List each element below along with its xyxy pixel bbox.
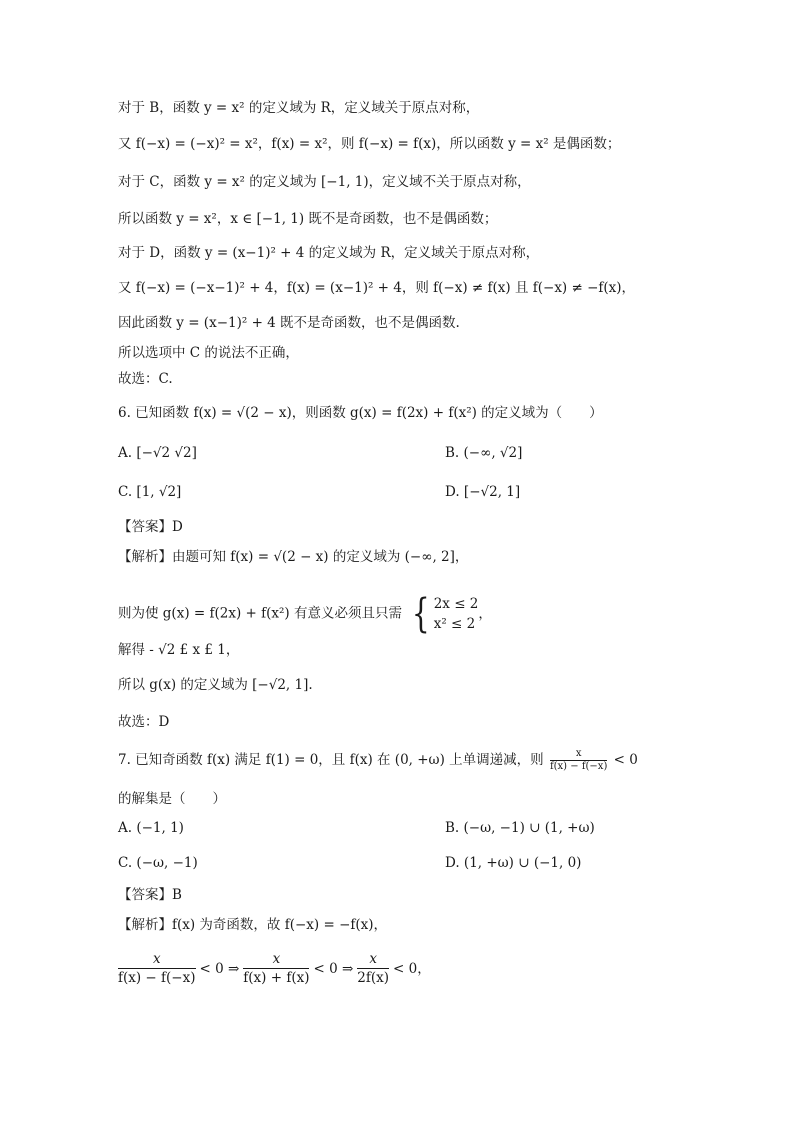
condition-text: 则为使 g(x) = f(2x) + f(x²) 有意义必须且只需 (118, 605, 402, 622)
question-7-stem (118, 748, 638, 773)
left-brace: { (412, 591, 430, 637)
q6-analysis-condition (118, 591, 492, 637)
fraction (118, 950, 196, 987)
q6-final: 故选：D (118, 714, 170, 730)
q7-stem-end: < 0 (613, 752, 638, 768)
text-line: 因此函数 y = (x−1)² + 4 既不是奇函数，也不是偶函数. (118, 315, 460, 331)
q6-domain: 所以 g(x) 的定义域为 [−√2, 1]. (118, 677, 313, 693)
q6-option-a: A. [−√2 √2] (118, 445, 197, 461)
q6-solve: 解得 - √2 £ x £ 1， (118, 642, 240, 658)
q7-stem-continued: 的解集是（ ） (118, 791, 226, 807)
question-6-stem: 6. 已知函数 f(x) = √(2 − x)，则函数 g(x) = f(2x) + f(x²) 的定义域为（ ） (118, 405, 603, 421)
q7-answer: 【答案】B (118, 887, 182, 903)
q6-option-c: C. [1, √2] (118, 484, 182, 500)
chain-operator: < 0， (393, 960, 431, 977)
fraction-numerator: x (369, 951, 377, 967)
inequality-2: x² ≤ 2 (433, 616, 476, 632)
q6-option-d: D. [−√2, 1] (445, 484, 521, 500)
text-line: 所以选项中 C 的说法不正确， (118, 345, 299, 361)
text-line: 对于 B，函数 y = x² 的定义域为 R，定义域关于原点对称， (118, 100, 480, 116)
q7-stem-text: 7. 已知奇函数 f(x) 满足 f(1) = 0，且 f(x) 在 (0, +ω) 上单调递减，则 (118, 752, 544, 768)
text-line: 又 f(−x) = (−x)² = x²，f(x) = x²，则 f(−x) = f(x)，所以函数 y = x² 是偶函数； (118, 136, 621, 152)
fraction (550, 748, 607, 773)
fraction-denominator: 2f(x) (357, 970, 390, 986)
q7-option-b: B. (−ω, −1) ∪ (1, +ω) (445, 820, 595, 836)
fraction-denominator: f(x) − f(−x) (118, 970, 196, 986)
text-line: 对于 D，函数 y = (x−1)² + 4 的定义域为 R，定义域关于原点对称， (118, 245, 540, 261)
q7-analysis: 【解析】f(x) 为奇函数，故 f(−x) = −f(x)， (118, 917, 388, 933)
fraction (243, 950, 309, 987)
q7-inequality-chain (118, 950, 431, 987)
fraction (357, 950, 389, 987)
text-line: 又 f(−x) = (−x−1)² + 4，f(x) = (x−1)² + 4，则 f(−x) ≠ f(x) 且 f(−x) ≠ −f(x)， (118, 280, 636, 296)
inequality-stack (434, 594, 479, 634)
text-line: 所以函数 y = x²，x ∈ [−1, 1) 既不是奇函数，也不是偶函数； (118, 211, 498, 227)
q6-analysis: 【解析】由题可知 f(x) = √(2 − x) 的定义域为 (−∞, 2]， (118, 549, 469, 565)
fraction-numerator: x (152, 951, 161, 967)
fraction-numerator: x (272, 951, 281, 967)
q7-option-c: C. (−ω, −1) (118, 855, 198, 871)
inequality-1: 2x ≤ 2 (433, 596, 479, 612)
text-line: 对于 C，函数 y = x² 的定义域为 [−1, 1)，定义域不关于原点对称， (118, 174, 531, 190)
chain-operator: < 0 ⇒ (313, 960, 354, 977)
fraction-denominator: f(x) − f(−x) (549, 761, 608, 772)
fraction-denominator: f(x) + f(x) (243, 970, 310, 986)
q6-answer: 【答案】D (118, 519, 183, 535)
brace-system (408, 591, 492, 637)
q7-option-d: D. (1, +ω) ∪ (−1, 0) (445, 855, 582, 871)
q6-option-b: B. (−∞, √2] (445, 445, 523, 461)
system-end: ， (478, 606, 492, 622)
chain-operator: < 0 ⇒ (199, 960, 240, 977)
fraction-numerator: x (575, 748, 582, 759)
text-line: 故选：C. (118, 371, 173, 387)
q7-option-a: A. (−1, 1) (118, 820, 184, 836)
